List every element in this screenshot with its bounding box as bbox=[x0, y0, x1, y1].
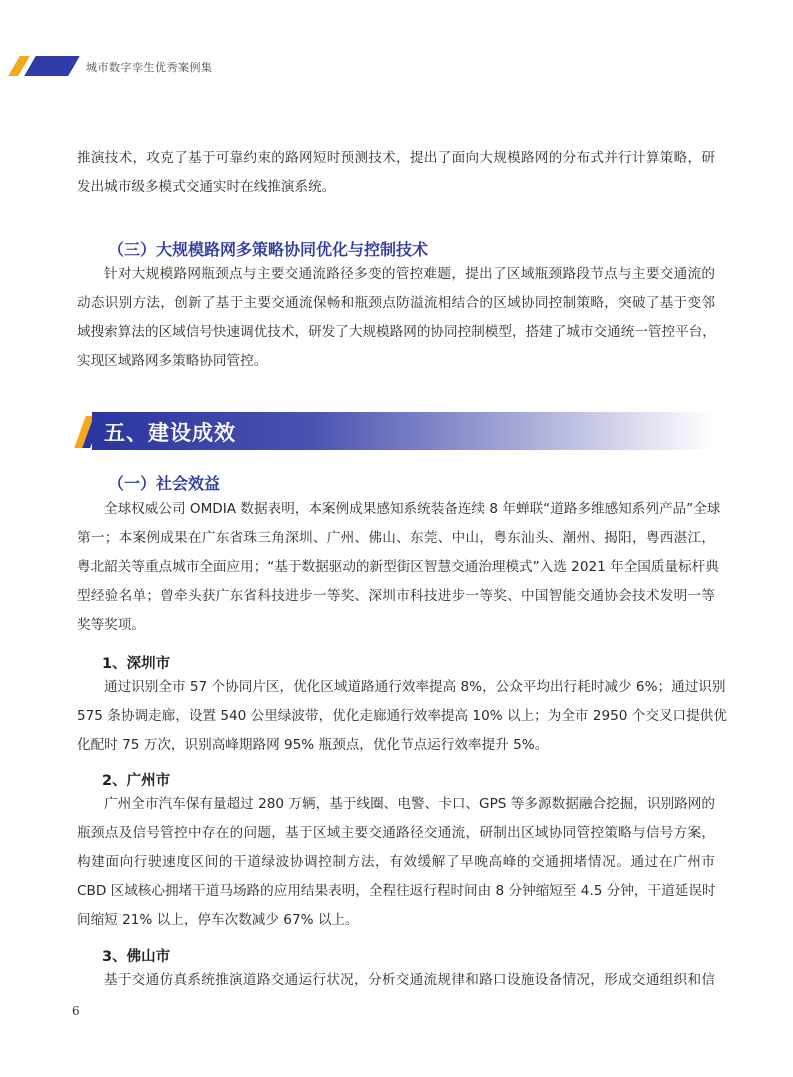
page-header bbox=[0, 56, 793, 82]
paragraph-line: 全球权威公司 OMDIA 数据表明，本案例成果感知系统装备连续 8 年蝉联“道路多维感知系列产品”全球 bbox=[104, 501, 721, 517]
section-5-title: 五、建设成效 bbox=[104, 421, 236, 445]
paragraph-line: 第一；本案例成果在广东省珠三角深圳、广州、佛山、东莞、中山，粤东汕头、潮州、揭阳，粤西湛江， bbox=[77, 530, 715, 546]
foshan-paragraph bbox=[77, 966, 715, 995]
paragraph-line: 型经验名单；曾牵头获广东省科技进步一等奖、深圳市科技进步一等奖、中国智能交通协会技术发明一等 bbox=[77, 588, 715, 604]
intro-paragraph bbox=[77, 144, 715, 202]
paragraph-line: 奖等奖项。 bbox=[77, 617, 145, 633]
page-number: 6 bbox=[72, 1004, 80, 1018]
paragraph-line: 实现区域路网多策略协同管控。 bbox=[77, 353, 268, 369]
paragraph-line: CBD 区域核心拥堵干道马场路的应用结果表明，全程往返行程时间由 8 分钟缩短至 4.5 分钟，干道延误时 bbox=[77, 883, 716, 899]
shenzhen-heading: 1、深圳市 bbox=[102, 656, 171, 672]
header-accent-stripe-blue bbox=[24, 56, 80, 76]
paragraph-line: 针对大规模路网瓶颈点与主要交通流路径多变的管控难题，提出了区域瓶颈路段节点与主要交通流的 bbox=[104, 266, 715, 282]
paragraph-line: 构建面向行驶速度区间的干道绿波协调控制方法，有效缓解了早晚高峰的交通拥堵情况。通过在广州市 bbox=[77, 854, 715, 870]
paragraph-line: 广州全市汽车保有量超过 280 万辆，基于线圈、电警、卡口、GPS 等多源数据融合挖掘，识别路网的 bbox=[104, 796, 715, 812]
paragraph-line: 域搜索算法的区域信号快速调优技术，研发了大规模路网的协同控制模型，搭建了城市交通统一管控平台， bbox=[77, 324, 716, 340]
paragraph-line: 基于交通仿真系统推演道路交通运行状况，分析交通流规律和路口设施设备情况，形成交通组织和信 bbox=[104, 972, 715, 988]
paragraph-line: 间缩短 21% 以上，停车次数减少 67% 以上。 bbox=[77, 912, 359, 928]
subsection-3-heading: （三）大规模路网多策略协同优化与控制技术 bbox=[108, 240, 429, 259]
foshan-heading: 3、佛山市 bbox=[102, 949, 171, 965]
paragraph-line: 575 条协调走廊，设置 540 公里绿波带，优化走廊通行效率提高 10% 以上；为全市 2950 个交叉口提供优 bbox=[77, 708, 727, 724]
shenzhen-paragraph bbox=[77, 673, 727, 760]
subsection-3-paragraph bbox=[77, 260, 715, 376]
paragraph-line: 粤北韶关等重点城市全面应用；“基于数据驱动的新型街区智慧交通治理模式”入选 2021 年全国质量标杆典 bbox=[77, 559, 719, 575]
guangzhou-paragraph bbox=[77, 790, 715, 935]
social-benefit-paragraph bbox=[77, 495, 721, 640]
paragraph-line: 瓶颈点及信号管控中存在的问题，基于区域主要交通路径交通流，研制出区域协同管控策略与信号方案， bbox=[77, 825, 715, 841]
paragraph-line: 动态识别方法，创新了基于主要交通流保畅和瓶颈点防溢流相结合的区域协同控制策略，突破了基于变邻 bbox=[77, 295, 715, 311]
intro-line: 推演技术，攻克了基于可靠约束的路网短时预测技术，提出了面向大规模路网的分布式并行计算策略，研 bbox=[77, 150, 715, 166]
paragraph-line: 通过识别全市 57 个协同片区，优化区域道路通行效率提高 8%，公众平均出行耗时减少 6%；通过识别 bbox=[104, 679, 726, 695]
intro-line: 发出城市级多模式交通实时在线推演系统。 bbox=[77, 179, 336, 195]
social-benefit-heading: （一）社会效益 bbox=[108, 474, 221, 493]
header-title: 城市数字孪生优秀案例集 bbox=[86, 61, 213, 74]
section-5-banner bbox=[74, 412, 714, 450]
guangzhou-heading: 2、广州市 bbox=[102, 773, 171, 789]
paragraph-line: 化配时 75 万次，识别高峰期路网 95% 瓶颈点，优化节点运行效率提升 5%。 bbox=[77, 737, 549, 753]
